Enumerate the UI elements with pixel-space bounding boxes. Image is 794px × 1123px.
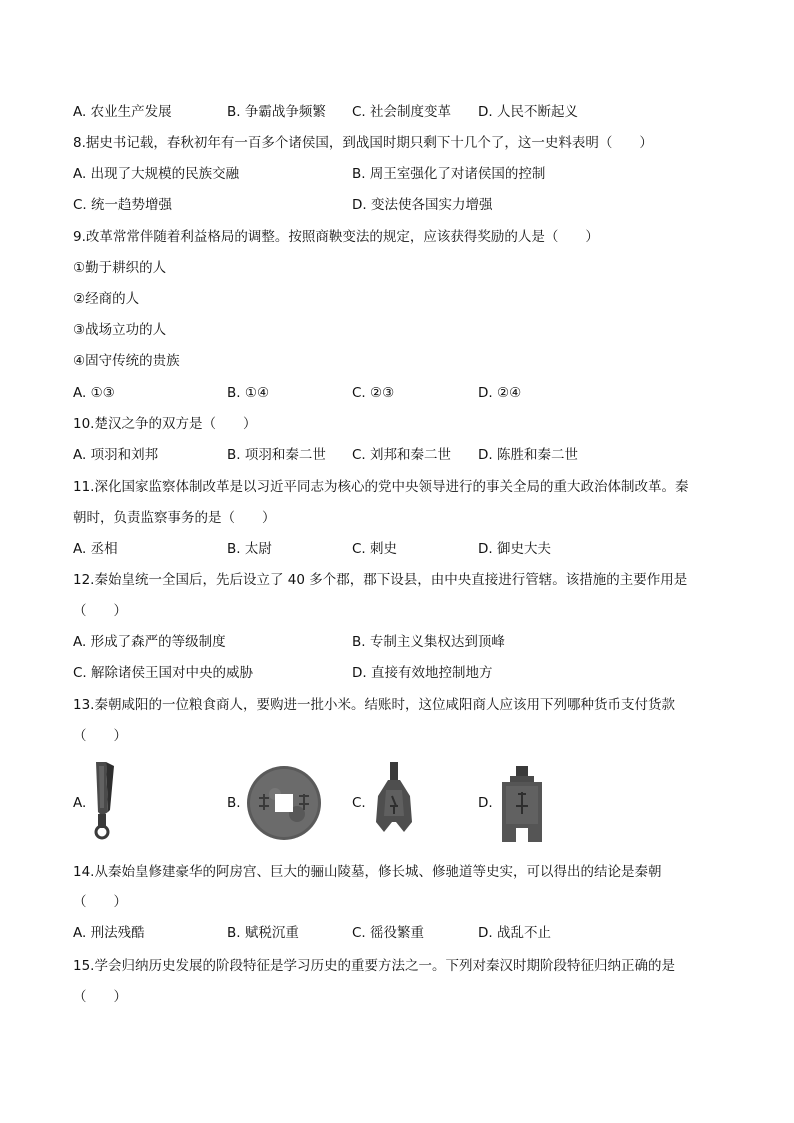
q9-stem: 9.改革常常伴随着利益格局的调整。按照商鞅变法的规定，应该获得奖励的人是（ ） bbox=[73, 229, 599, 245]
q11-stem-line1: 11.深化国家监察体制改革是以习近平同志为核心的党中央领导进行的事关全局的重大政治体制改革。秦 bbox=[73, 479, 689, 495]
q9-item-1: ①勤于耕织的人 bbox=[73, 260, 167, 276]
q9-item-4: ④固守传统的贵族 bbox=[73, 353, 180, 369]
q14-option-c: C. 徭役繁重 bbox=[352, 925, 425, 941]
q14-stem-line2: （ ） bbox=[73, 894, 127, 910]
q13-option-d: D. bbox=[478, 795, 493, 811]
q12-stem-line1: 12.秦始皇统一全国后，先后设立了 40 多个郡，郡下设县，由中央直接进行管辖。该措施的主要作用是 bbox=[73, 572, 688, 588]
q14-stem-line1: 14.从秦始皇修建豪华的阿房宫、巨大的骊山陵墓，修长城、修驰道等史实，可以得出的结论是秦朝 bbox=[73, 864, 662, 880]
q13-stem-line1: 13.秦朝咸阳的一位粮食商人，要购进一批小米。结账时，这位咸阳商人应该用下列哪种货币支付货款 bbox=[73, 697, 675, 713]
flat-spade-coin-icon bbox=[494, 764, 550, 844]
q10-stem: 10.楚汉之争的双方是（ ） bbox=[73, 416, 257, 432]
q12-option-b: B. 专制主义集权达到顶峰 bbox=[352, 634, 505, 650]
q10-option-d: D. 陈胜和秦二世 bbox=[478, 447, 578, 463]
q10-option-c: C. 刘邦和秦二世 bbox=[352, 447, 452, 463]
q7-option-d: D. 人民不断起义 bbox=[478, 104, 578, 120]
q11-option-a: A. 丞相 bbox=[73, 541, 118, 557]
q15-stem-line2: （ ） bbox=[73, 989, 127, 1005]
q10-option-a: A. 项羽和刘邦 bbox=[73, 447, 159, 463]
spade-coin-icon bbox=[366, 760, 422, 846]
q13-stem-line2: （ ） bbox=[73, 728, 127, 744]
q9-item-2: ②经商的人 bbox=[73, 291, 140, 307]
q14-option-a: A. 刑法残酷 bbox=[73, 925, 145, 941]
q11-option-b: B. 太尉 bbox=[227, 541, 272, 557]
q9-option-b: B. ①④ bbox=[227, 385, 270, 401]
q7-option-b: B. 争霸战争频繁 bbox=[227, 104, 326, 120]
q14-option-d: D. 战乱不止 bbox=[478, 925, 551, 941]
q9-item-3: ③战场立功的人 bbox=[73, 322, 167, 338]
q12-option-c: C. 解除诸侯王国对中央的威胁 bbox=[73, 665, 254, 681]
q15-stem-line1: 15.学会归纳历史发展的阶段特征是学习历史的重要方法之一。下列对秦汉时期阶段特征归纳正确的是 bbox=[73, 958, 675, 974]
q12-stem-line2: （ ） bbox=[73, 603, 127, 619]
q11-stem-line2: 朝时，负责监察事务的是（ ） bbox=[73, 510, 276, 526]
q8-option-a: A. 出现了大规模的民族交融 bbox=[73, 166, 240, 182]
q12-option-d: D. 直接有效地控制地方 bbox=[352, 665, 493, 681]
knife-coin-icon bbox=[86, 760, 118, 840]
q10-option-b: B. 项羽和秦二世 bbox=[227, 447, 326, 463]
q9-option-c: C. ②③ bbox=[352, 385, 395, 401]
q9-option-a: A. ①③ bbox=[73, 385, 115, 401]
q11-option-c: C. 刺史 bbox=[352, 541, 398, 557]
q7-option-c: C. 社会制度变革 bbox=[352, 104, 452, 120]
q14-option-b: B. 赋税沉重 bbox=[227, 925, 299, 941]
q13-option-b: B. bbox=[227, 795, 241, 811]
q9-option-d: D. ②④ bbox=[478, 385, 522, 401]
q12-option-a: A. 形成了森严的等级制度 bbox=[73, 634, 226, 650]
q7-option-a: A. 农业生产发展 bbox=[73, 104, 172, 120]
q8-option-c: C. 统一趋势增强 bbox=[73, 197, 173, 213]
q8-option-d: D. 变法使各国实力增强 bbox=[352, 197, 493, 213]
q13-option-a: A. bbox=[73, 795, 87, 811]
q11-option-d: D. 御史大夫 bbox=[478, 541, 551, 557]
q8-stem: 8.据史书记载，春秋初年有一百多个诸侯国，到战国时期只剩下十几个了，这一史料表明（ ） bbox=[73, 135, 653, 151]
q13-option-c: C. bbox=[352, 795, 366, 811]
banliang-coin-icon bbox=[245, 764, 323, 842]
q8-option-b: B. 周王室强化了对诸侯国的控制 bbox=[352, 166, 546, 182]
